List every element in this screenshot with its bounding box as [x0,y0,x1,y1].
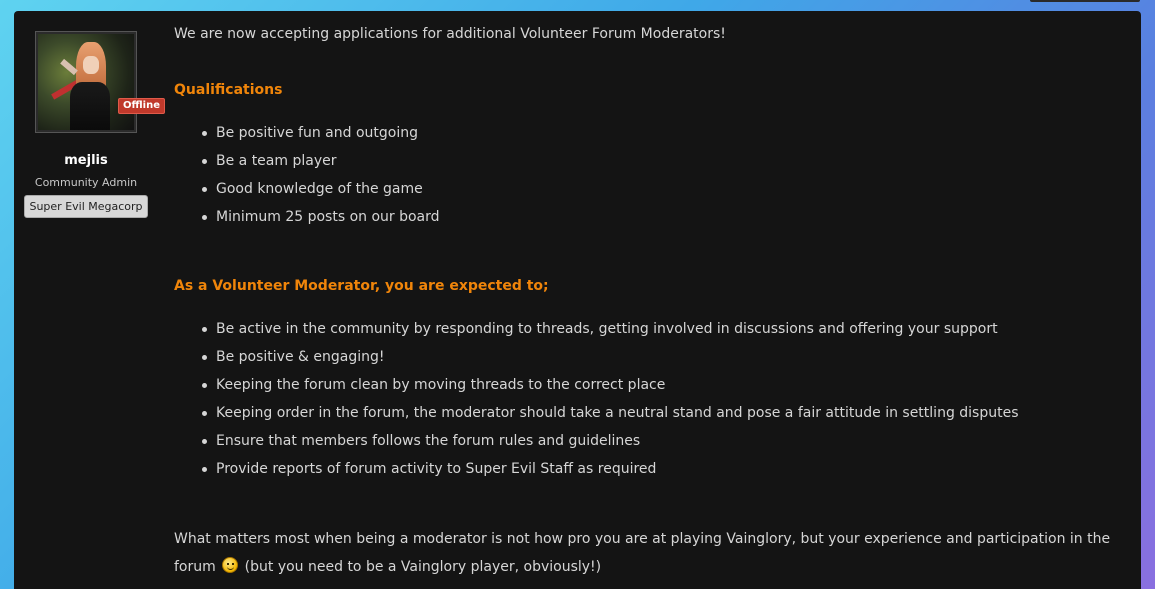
username-link[interactable]: mejlis [64,153,108,168]
list-item: Be positive fun and outgoing [174,124,440,152]
qualifications-list [174,124,440,236]
user-title: Community Admin [34,176,138,189]
forum-post [14,11,1141,589]
smiley-icon [222,557,238,573]
closing-paragraph [174,525,1124,581]
expectations-heading: As a Volunteer Moderator, you are expected to; [174,278,549,294]
avatar[interactable] [35,31,137,133]
offline-status-badge: Offline [118,98,165,114]
avatar-image [38,34,134,130]
list-item: Keeping the forum clean by moving threads to the correct place [174,376,1019,404]
user-banner: Super Evil Megacorp [24,195,148,218]
top-bar-edge [1030,0,1140,2]
closing-text-2: (but you need to be a Vainglory player, obviously!) [244,559,602,575]
list-item: Good knowledge of the game [174,180,440,208]
list-item: Be a team player [174,152,440,180]
qualifications-heading: Qualifications [174,82,283,98]
list-item: Be positive & engaging! [174,348,1019,376]
list-item: Ensure that members follows the forum rules and guidelines [174,432,1019,460]
list-item: Keeping order in the forum, the moderator should take a neutral stand and pose a fair attitude in settling disputes [174,404,1019,432]
list-item: Be active in the community by responding to threads, getting involved in discussions and offering your support [174,320,1019,348]
expectations-list [174,320,1019,488]
post-intro: We are now accepting applications for additional Volunteer Forum Moderators! [174,26,726,42]
list-item: Provide reports of forum activity to Super Evil Staff as required [174,460,1019,488]
list-item: Minimum 25 posts on our board [174,208,440,236]
closing-text-1: What matters most when being a moderator is not how pro you are at playing Vainglory, but your experience and participation in the forum [174,531,1111,575]
